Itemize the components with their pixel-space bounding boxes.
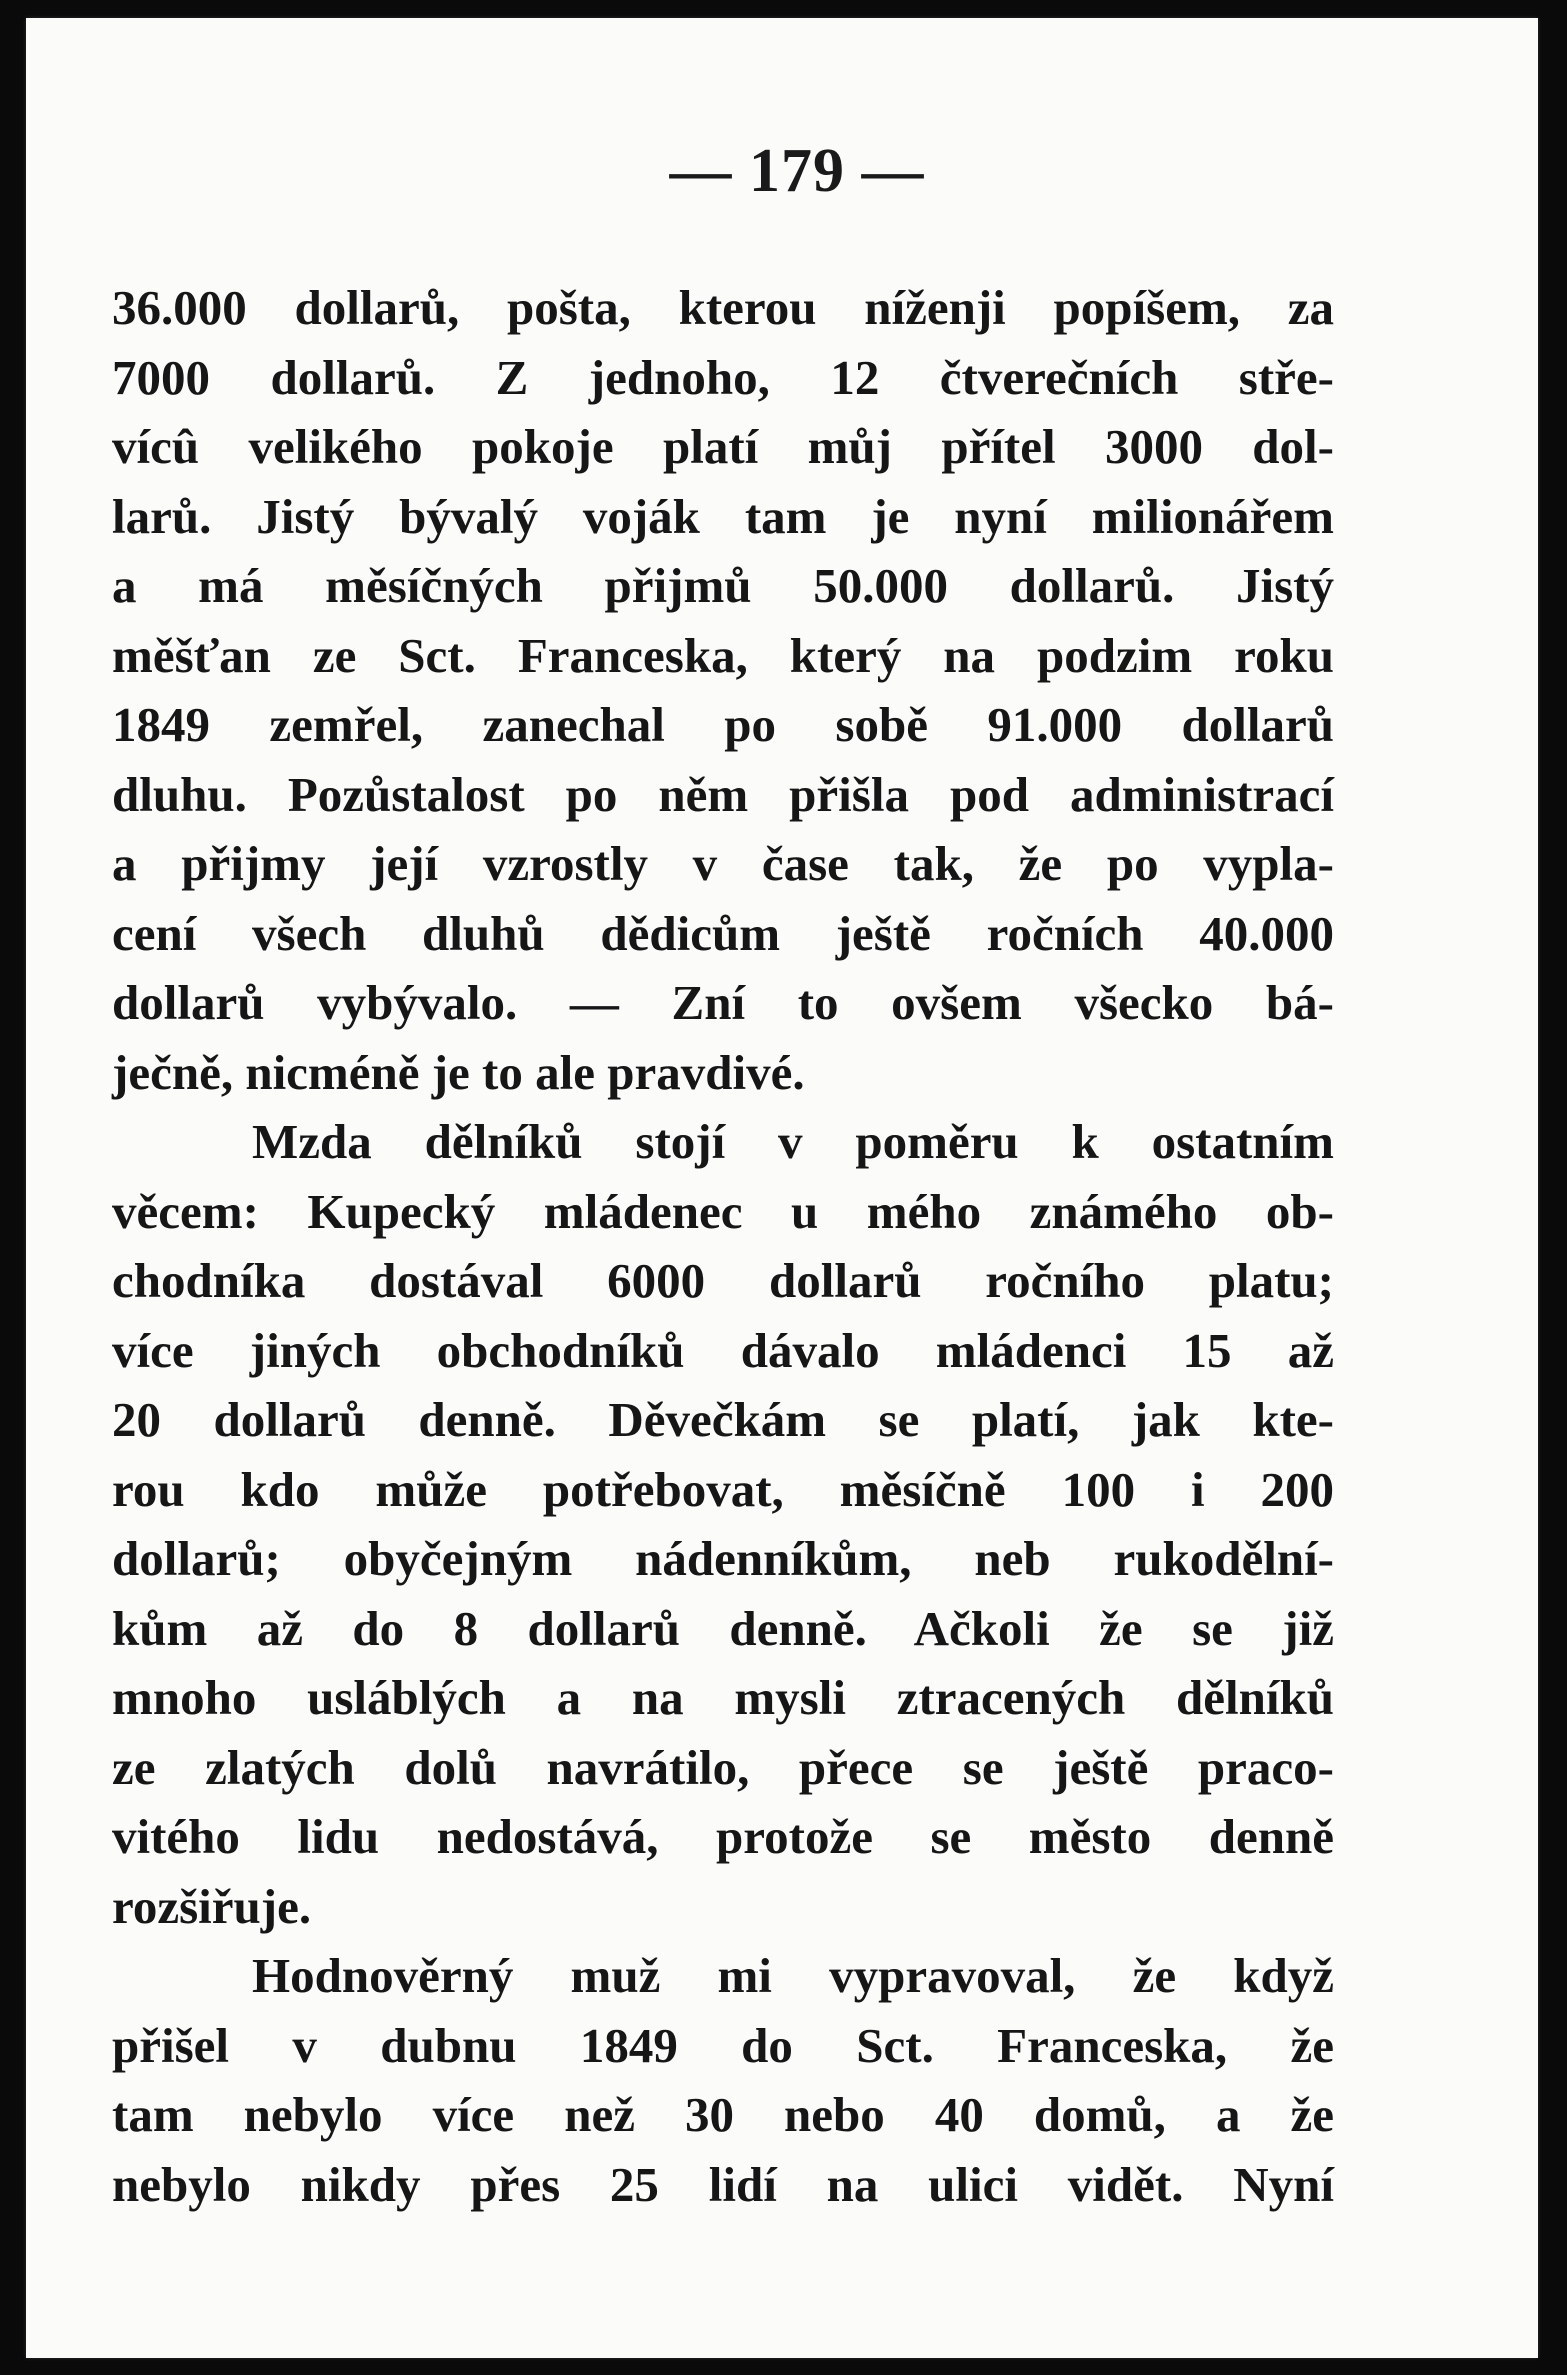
text-line: kům až do 8 dollarů denně. Ačkoli že se již [112,1600,1334,1656]
text-line: věcem: Kupecký mládenec u mého známého ob- [112,1183,1334,1239]
text-line: Mzda dělníků stojí v poměru k ostatním [252,1114,1334,1169]
text-line: rozšiřuje. [112,1878,312,1934]
text-line: 36.000 dollarů, pošta, kterou níženji popíšem, za [112,280,1334,335]
text-line: larů. Jistý bývalý voják tam je nyní milionářem [112,488,1334,544]
text-line: a má měsíčných přijmů 50.000 dollarů. Jistý [112,558,1334,613]
text-line: cení všech dluhů dědicům ještě ročních 40.000 [112,905,1334,961]
text-line: tam nebylo více než 30 nebo 40 domů, a že [112,2087,1334,2142]
text-line: ze zlatých dolů navrátilo, přece se ještě praco- [112,1739,1334,1795]
text-line: více jiných obchodníků dávalo mládenci 15 až [112,1322,1334,1378]
text-line: chodníka dostával 6000 dollarů ročního platu; [112,1253,1334,1308]
text-line: dollarů; obyčejným nádenníkům, neb rukodělní- [112,1531,1334,1586]
text-line: vícû velikého pokoje platí můj přítel 3000 dol- [112,419,1334,474]
text-line: vitého lidu nedostává, protože se město denně [112,1809,1334,1864]
book-page [26,18,1538,2358]
text-line: 1849 zemřel, zanechal po sobě 91.000 dollarů [112,697,1334,752]
body-text [112,273,1334,2219]
text-line: měšťan ze Sct. Franceska, který na podzim roku [112,627,1334,683]
text-line: dollarů vybývalo. — Zní to ovšem všecko bá- [112,975,1334,1030]
text-line: 7000 dollarů. Z jednoho, 12 čtverečních stře- [112,349,1334,405]
page-number: — 179 — [669,137,925,205]
text-line: a přijmy její vzrostly v čase tak, že po vypla- [112,836,1334,891]
text-line: dluhu. Pozůstalost po něm přišla pod administrací [112,766,1334,822]
text-line: nebylo nikdy přes 25 lidí na ulici vidět. Nyní [112,2156,1334,2212]
text-line: přišel v dubnu 1849 do Sct. Franceska, že [112,2017,1334,2073]
text-line: mnoho usláblých a na mysli ztracených dělníků [112,1670,1334,1725]
text-line: Hodnověrný muž mi vypravoval, že když [252,1948,1334,2003]
text-line: ječně, nicméně je to ale pravdivé. [112,1044,805,1100]
text-line: rou kdo může potřebovat, měsíčně 100 i 200 [112,1461,1334,1517]
text-line: 20 dollarů denně. Děvečkám se platí, jak kte- [112,1392,1334,1447]
